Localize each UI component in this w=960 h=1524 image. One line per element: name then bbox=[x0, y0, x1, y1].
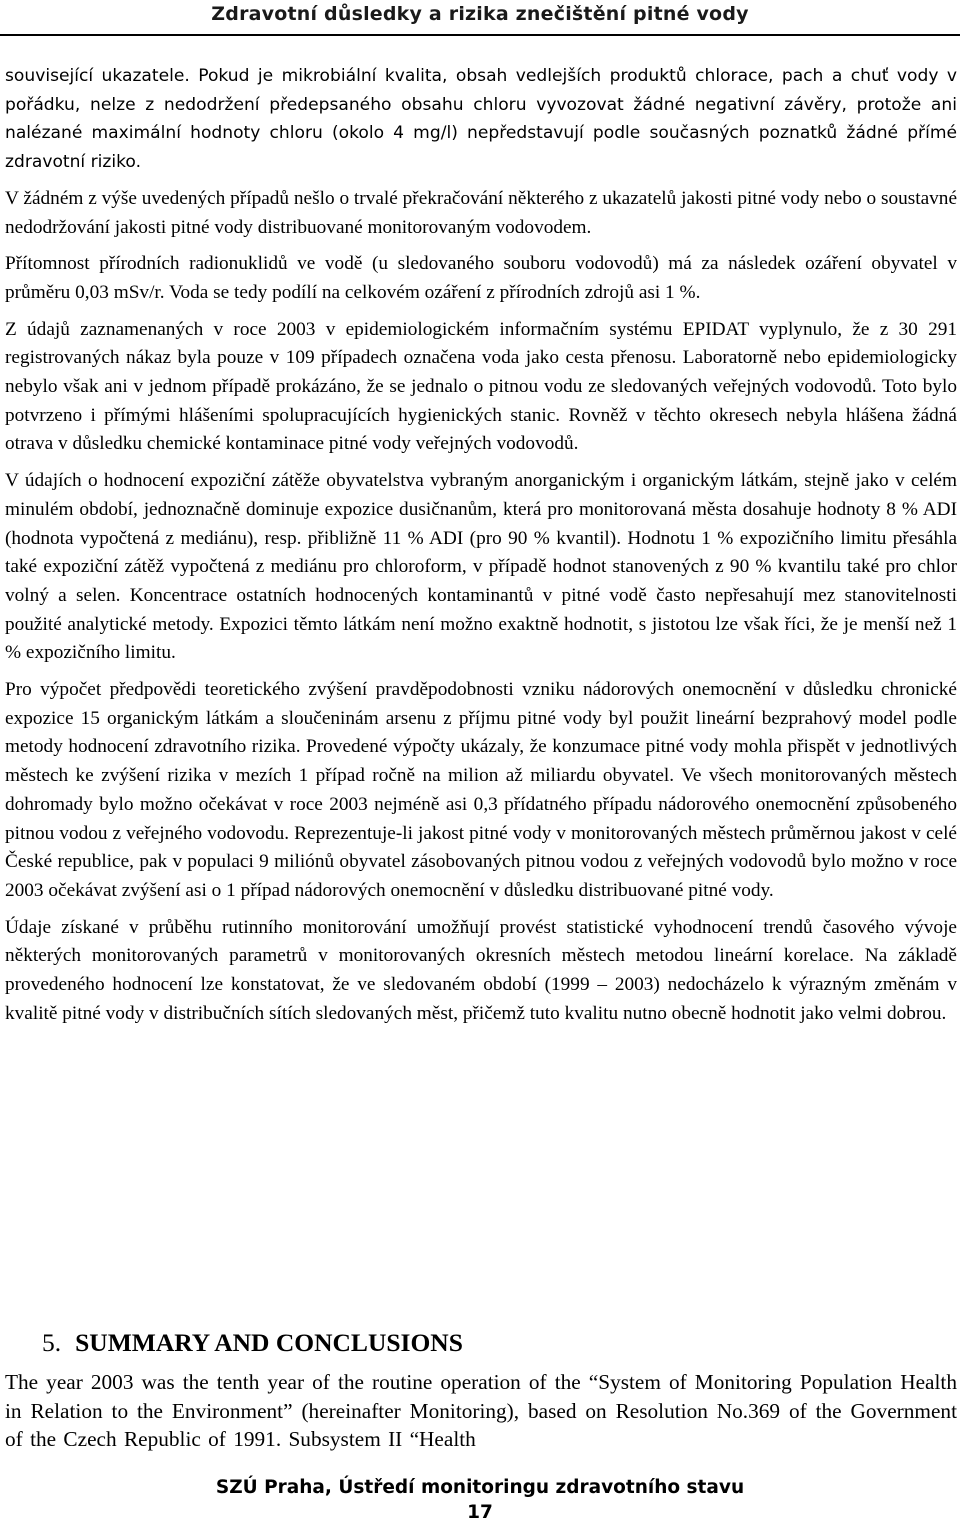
document-body bbox=[5, 62, 957, 1037]
paragraph-cancer-risk: Pro výpočet předpovědi teoretického zvýšení pravděpodobnosti vzniku nádorových onemocnění v důsledku chronické expozice 15 organickým látkám a sloučeninám arsenu z příjmu pitné vody byl použit lineární bezprahový model podle metody hodnocení zdravotního rizika. Provedené výpočty ukázaly, že konzumace pitné vody mohla přispět v jednotlivých městech ke zvýšení rizika v mezích 1 případ ročně na milion až miliardu obyvatel. Ve všech monitorovaných městech dohromady bylo možno očekávat v roce 2003 nejméně asi 0,3 přídatného případu nádorového onemocnění způsobeného pitnou vodou z veřejného vodovodu. Reprezentuje-li jakost pitné vody v monitorovaných městech průměrnou jakost v celé České republice, pak v populaci 9 miliónů obyvatel zásobovaných pitnou vodou z veřejných vodovodů bylo možno v roce 2003 očekávat zvýšení asi o 1 případ nádorových onemocnění v důsledku distribuované pitné vody. bbox=[5, 679, 957, 901]
footer-institution: SZÚ Praha, Ústředí monitoringu zdravotního stavu bbox=[215, 1477, 745, 1498]
paragraph-radionuclides: Přítomnost přírodních radionuklidů ve vodě (u sledovaného souboru vodovodů) má za následek ozáření obyvatel v průměru 0,03 mSv/r. Voda se tedy podílí na celkovém ozáření z přírodních zdrojů asi 1 %. bbox=[5, 253, 957, 303]
paragraph-epidat: Z údajů zaznamenaných v roce 2003 v epidemiologickém informačním systému EPIDAT vyplynulo, že z 30 291 registrovaných nákaz byla pouze v 109 případech označena voda jako cesta přenosu. Laboratorně nebo epidemiologicky nebylo však ani v jednom případě prokázáno, že se jednalo o pitnou vodu ze sledovaných veřejných vodovodů. Toto bylo potvrzeno i přímými hlášeními spolupracujících hygienických stanic. Rovněž v těchto okresech nebyla hlášena žádná otrava v důsledku chemické kontaminace pitné vody veřejných vodovodů. bbox=[5, 318, 957, 455]
paragraph-no-permanent-exceedance: V žádném z výše uvedených případů nešlo o trvalé překračování některého z ukazatelů jakosti pitné vody nebo o soustavné nedodržování jakosti pitné vody distribuované monitorovaným vodovodem. bbox=[5, 187, 957, 238]
page-number: 17 bbox=[467, 1502, 493, 1523]
paragraph-exposure: V údajích o hodnocení expoziční zátěže obyvatelstva vybraným anorganickým i organickým látkám, stejně jako v celém minulém období, jednoznačně dominuje expozice dusičnanům, která pro monitorovaná města dosahuje hodnoty 8 % ADI (hodnota vypočtená z mediánu), resp. přibližně 11 % ADI (pro 90 % kvantil). Hodnotu 1 % expozičního limitu přesáhla také expoziční zátěž vypočtená z mediánu pro chloroform, v případě hodnot stanovených z 90 % kvantilu také pro chlor volný a selen. Koncentrace ostatních hodnocených kontaminantů v pitné vodě často nepřesahují mez stanovitelnosti použité analytické metody. Expozici těmto látkám není možno exaktně hodnotit, s jistotou lze však říci, že je menší než 1 % expozičního limitu. bbox=[5, 470, 957, 664]
section-number: 5. bbox=[42, 1328, 62, 1357]
summary-body bbox=[5, 1368, 957, 1462]
header-divider bbox=[0, 34, 960, 36]
paragraph-chlorine: související ukazatele. Pokud je mikrobiální kvalita, obsah vedlejších produktů chlorace, pach a chuť vody v pořádku, nelze z nedodržení předepsaného obsahu chloru vyvozovat žádné negativní závěry, protože ani nalézané maximální hodnoty chloru (okolo 4 mg/l) nepředstavují podle současných poznatků žádné přímé zdravotní riziko. bbox=[5, 66, 957, 173]
section-heading bbox=[42, 1328, 463, 1358]
page-header-title: Zdravotní důsledky a rizika znečištění pitné vody bbox=[211, 3, 749, 25]
section-title: SUMMARY AND CONCLUSIONS bbox=[75, 1328, 463, 1357]
paragraph-trends: Údaje získané v průběhu rutinního monitorování umožňují provést statistické vyhodnocení trendů časového vývoje některých monitorovaných parametrů v monitorovaných okresních městech metodou lineární korelace. Na základě provedeného hodnocení lze konstatovat, že ve sledovaném období (1999 – 2003) nedocházelo k výrazným změnám v kvalitě pitné vody v distribučních sítích sledovaných měst, přičemž tuto kvalitu nutno obecně hodnotit jako velmi dobrou. bbox=[5, 916, 957, 1024]
summary-paragraph: The year 2003 was the tenth year of the routine operation of the “System of Monitoring Population Health in Relation to the Environment” (hereinafter Monitoring), based on Resolution No.369 of the Government of the Czech Republic of 1991. Subsystem II “Health bbox=[5, 1370, 957, 1452]
